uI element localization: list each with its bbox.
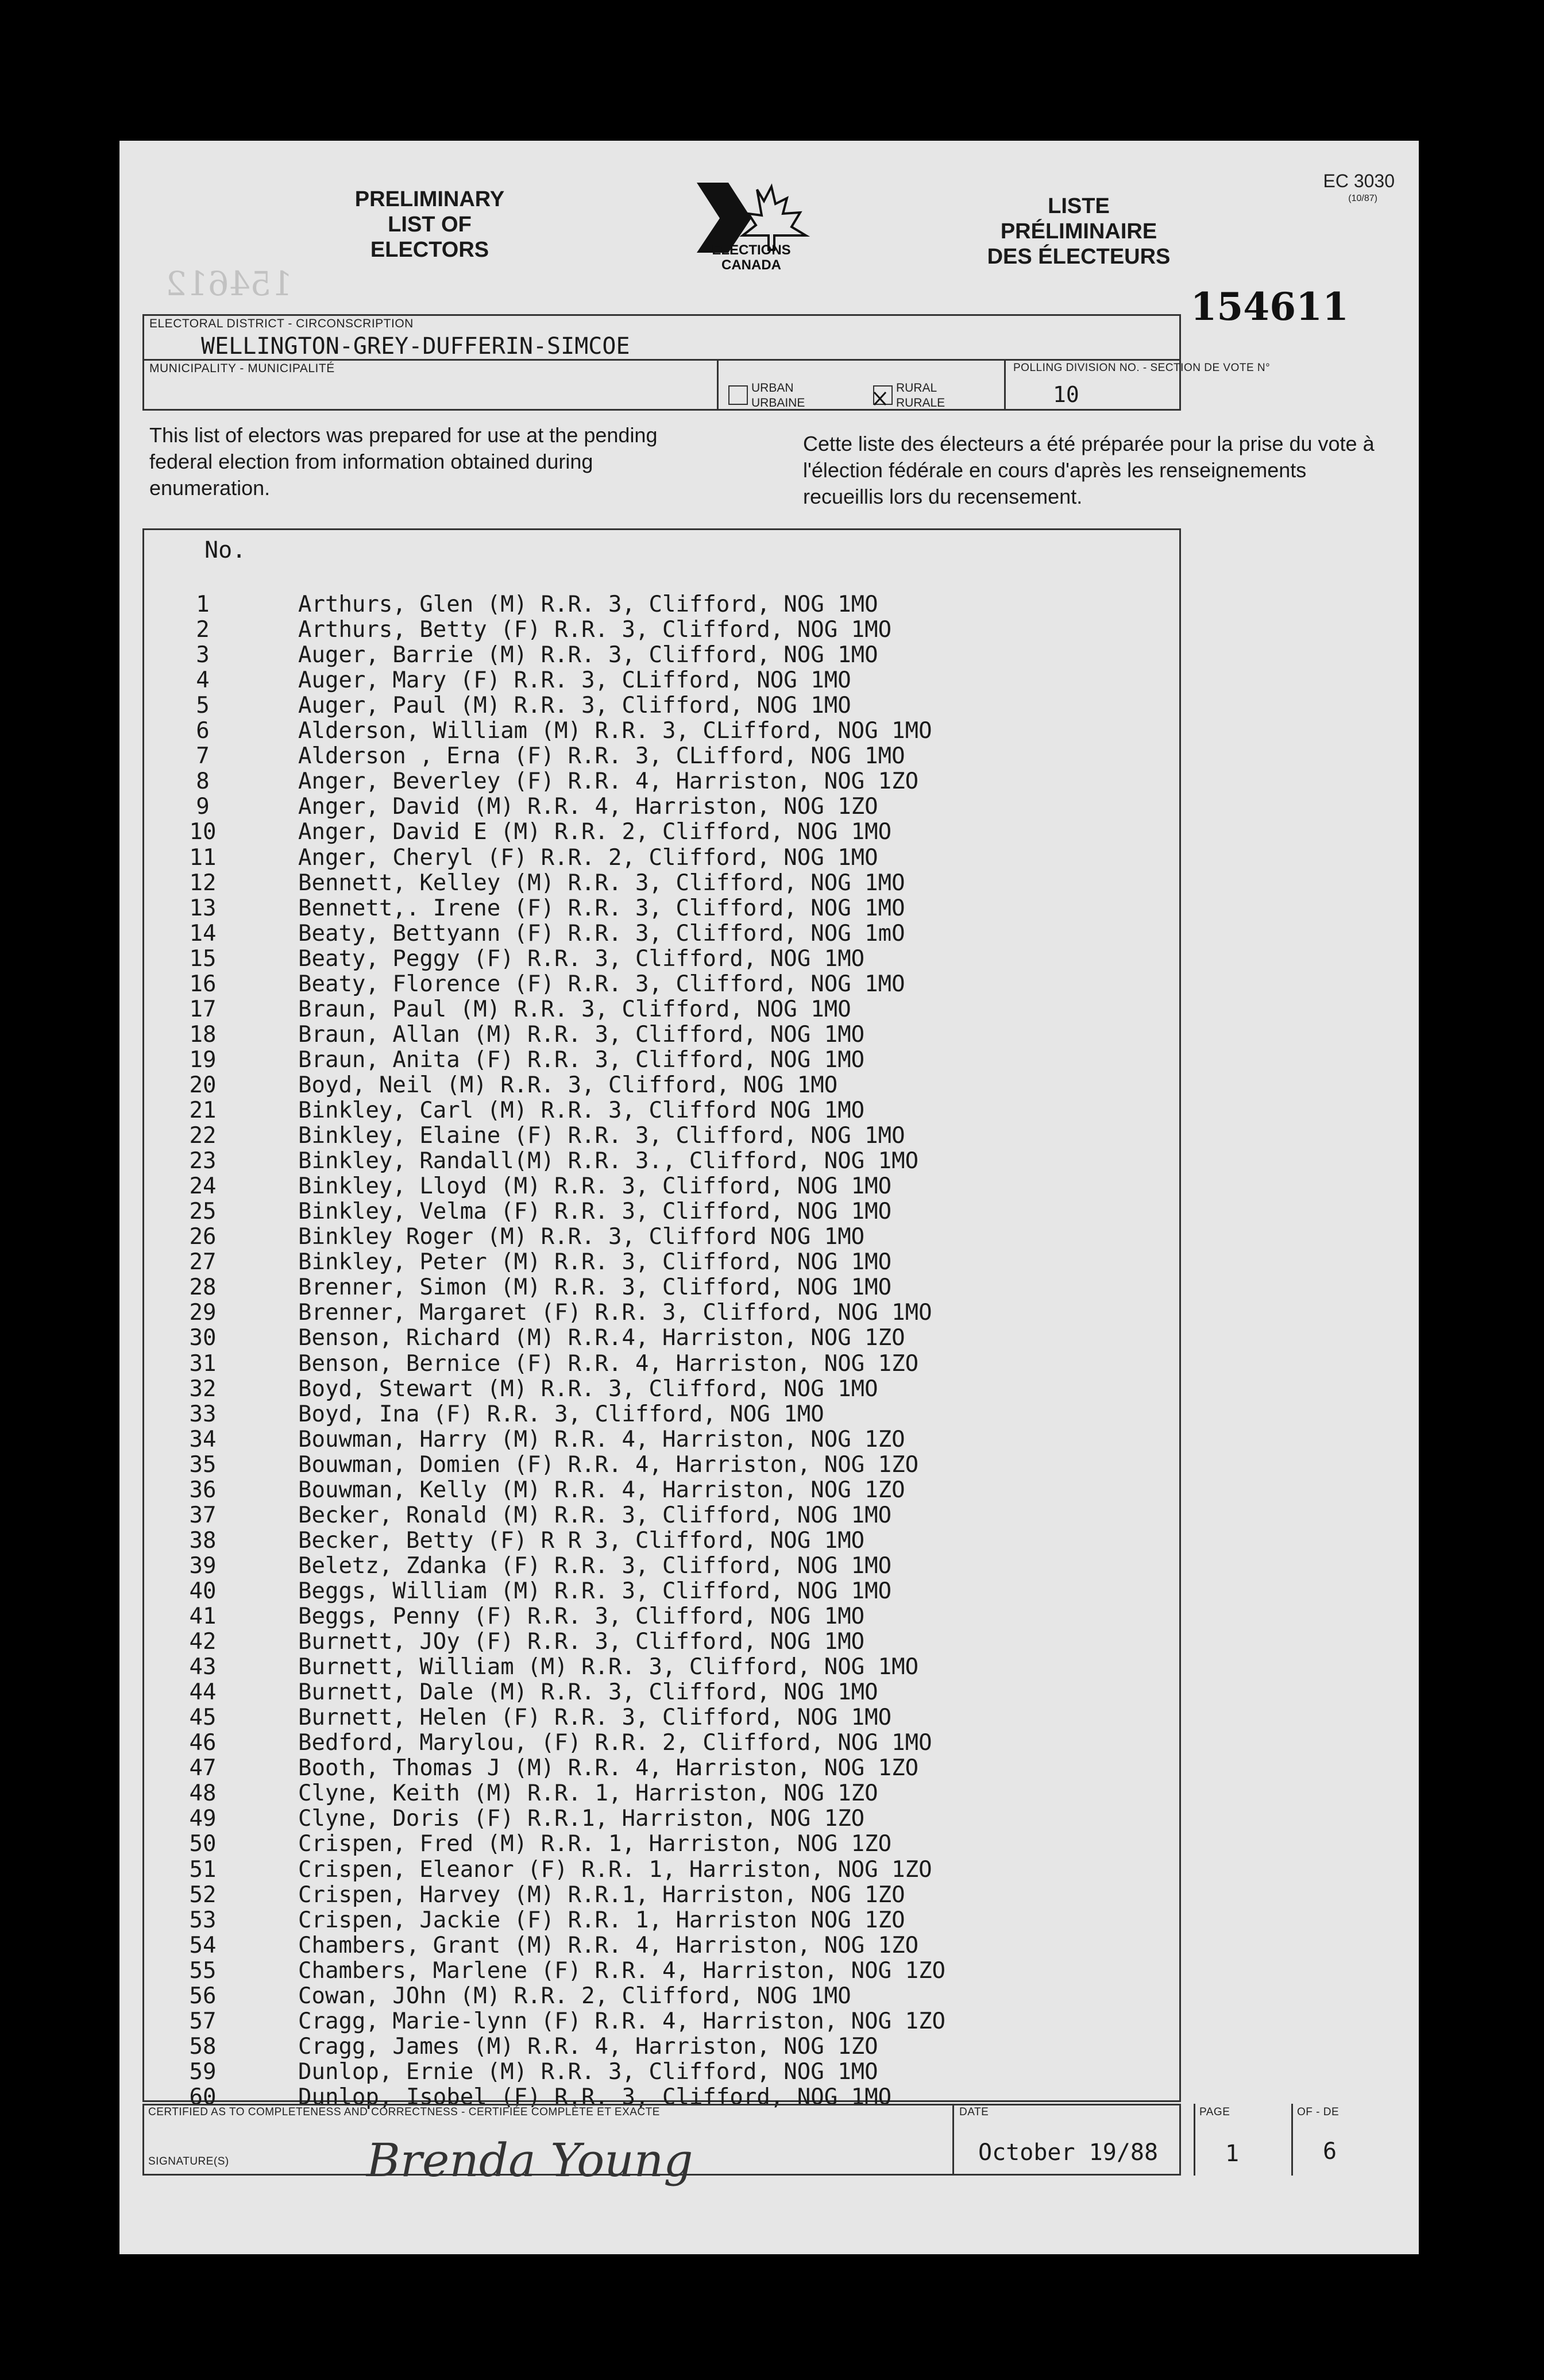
elector-entry: Braun, Paul (M) R.R. 3, Clifford, NOG 1MO [298,996,851,1022]
elector-number: 32 [189,1376,217,1402]
rural-label: RURAL RURALE [896,381,945,409]
elector-entry: Burnett, William (M) R.R. 3, Clifford, NOG 1MO [298,1654,919,1680]
elector-number: 55 [189,1957,217,1984]
elector-number: 1 [196,592,210,617]
elector-number: 33 [189,1401,217,1427]
elector-entry: Bouwman, Harry (M) R.R. 4, Harriston, NOG 1ZO [298,1426,905,1452]
elector-number: 53 [189,1907,217,1933]
elector-number: 28 [189,1274,217,1301]
date-value: October 19/88 [978,2139,1159,2166]
elector-entry: Benson, Bernice (F) R.R. 4, Harriston, NOG 1ZO [298,1350,919,1377]
elector-entry: Cowan, JOhn (M) R.R. 2, Clifford, NOG 1MO [298,1983,851,2009]
date-label: DATE [959,2106,989,2118]
elector-number: 22 [189,1123,217,1149]
elector-entry: Binkley, Elaine (F) R.R. 3, Clifford, NOG 1MO [298,1123,905,1149]
serial-number: 154611 [1190,284,1349,329]
elector-entry: Booth, Thomas J (M) R.R. 4, Harriston, NOG 1ZO [298,1755,919,1782]
elector-entry: Cragg, James (M) R.R. 4, Harriston, NOG 1ZO [298,2033,878,2060]
intro-english: This list of electors was prepared for use at the pending federal election from information obtained during enumeration. [149,423,658,500]
polling-divider [1004,359,1006,411]
elector-entry: Beletz, Zdanka (F) R.R. 3, Clifford, NOG 1MO [298,1552,892,1579]
elector-entry: Crispen, Jackie (F) R.R. 1, Harriston NOG 1ZO [298,1907,905,1933]
elector-entry: Crispen, Eleanor (F) R.R. 1, Harriston, NOG 1ZO [298,1856,932,1883]
elector-number: 60 [189,2084,217,2110]
elector-entry: Binkley, Lloyd (M) R.R. 3, Clifford, NOG 1MO [298,1173,892,1200]
elector-entry: Benson, Richard (M) R.R.4, Harriston, NOG 1ZO [298,1325,905,1351]
title-french: LISTE PRÉLIMINAIRE DES ÉLECTEURS [987,194,1171,269]
elector-entry: Boyd, Ina (F) R.R. 3, Clifford, NOG 1MO [298,1401,824,1427]
elector-number: 36 [189,1477,217,1503]
elector-entry: Bennett, Kelley (M) R.R. 3, Clifford, NOG 1MO [298,870,905,896]
elector-number: 14 [189,920,217,946]
elector-entry: Dunlop, Ernie (M) R.R. 3, Clifford, NOG 1MO [298,2058,878,2085]
elector-entry: Burnett, Helen (F) R.R. 3, Clifford, NOG 1MO [298,1705,892,1731]
elector-entry: Clyne, Keith (M) R.R. 1, Harriston, NOG 1ZO [298,1780,878,1807]
elector-number: 43 [189,1654,217,1680]
elector-number: 42 [189,1629,217,1655]
elector-entry: Arthurs, Betty (F) R.R. 3, Clifford, NOG 1MO [298,617,892,643]
elector-entry: Binkley, Velma (F) R.R. 3, Clifford, NOG 1MO [298,1199,892,1225]
elector-number: 38 [189,1527,217,1554]
elector-number: 40 [189,1578,217,1604]
elector-number: 59 [189,2058,217,2085]
elector-entry: Anger, Cheryl (F) R.R. 2, Clifford, NOG 1MO [298,844,878,871]
elector-entry: Beaty, Bettyann (F) R.R. 3, Clifford, NOG 1mO [298,920,905,946]
elector-number: 15 [189,945,217,972]
elector-number: 50 [189,1831,217,1857]
elector-number: 48 [189,1780,217,1807]
elector-number: 51 [189,1856,217,1883]
area-divider [717,359,719,411]
elector-number: 52 [189,1881,217,1908]
elector-entry: Bouwman, Domien (F) R.R. 4, Harriston, NOG 1ZO [298,1451,919,1478]
page-value: 1 [1225,2141,1240,2167]
elector-entry: Cragg, Marie-lynn (F) R.R. 4, Harriston, NOG 1ZO [298,2008,946,2034]
elector-number: 11 [189,844,217,871]
elector-number: 16 [189,971,217,997]
elector-entry: Braun, Anita (F) R.R. 3, Clifford, NOG 1MO [298,1046,865,1073]
elector-entry: Burnett, Dale (M) R.R. 3, Clifford, NOG 1MO [298,1679,878,1706]
form-date: (10/87) [1348,194,1377,203]
electoral-district-label: ELECTORAL DISTRICT - CIRCONSCRIPTION [149,317,414,330]
elector-number: 41 [189,1604,217,1629]
elector-number: 56 [189,1983,217,2009]
elector-entry: Crispen, Fred (M) R.R. 1, Harriston, NOG 1ZO [298,1831,892,1857]
elector-entry: Clyne, Doris (F) R.R.1, Harriston, NOG 1ZO [298,1806,865,1832]
elector-entry: Beggs, Penny (F) R.R. 3, Clifford, NOG 1MO [298,1604,865,1629]
elector-number: 26 [189,1224,217,1250]
elector-number: 10 [189,819,217,845]
title-english: PRELIMINARY LIST OF ELECTORS [354,187,505,262]
elector-entry: Binkley Roger (M) R.R. 3, Clifford NOG 1MO [298,1224,865,1250]
elector-number: 7 [196,743,210,770]
page-divider [1194,2104,1195,2176]
polling-division-value: 10 [1053,382,1079,407]
logo-text: ELECTIONS CANADA [712,242,791,273]
elector-number: 19 [189,1046,217,1073]
elector-entry: Bedford, Marylou, (F) R.R. 2, Clifford, NOG 1MO [298,1730,932,1756]
polling-division-label: POLLING DIVISION NO. - SECTION DE VOTE N° [1013,362,1271,374]
elector-entry: Alderson , Erna (F) R.R. 3, CLifford, NOG 1MO [298,743,905,770]
elector-entry: Alderson, William (M) R.R. 3, CLifford, NOG 1MO [298,718,932,744]
elector-entry: Boyd, Neil (M) R.R. 3, Clifford, NOG 1MO [298,1072,838,1098]
elector-number: 44 [189,1679,217,1706]
elector-number: 47 [189,1755,217,1782]
elector-number: 2 [196,617,210,643]
elector-number: 9 [196,794,210,820]
elector-entry: Burnett, JOy (F) R.R. 3, Clifford, NOG 1MO [298,1629,865,1655]
electoral-district-value: WELLINGTON-GREY-DUFFERIN-SIMCOE [201,333,630,360]
certified-label: CERTIFIED AS TO COMPLETENESS AND CORRECTNESS - CERTIFIÉE COMPLÈTE ET EXACTE [148,2106,660,2118]
elector-number: 58 [189,2033,217,2060]
elector-number: 34 [189,1426,217,1452]
elector-entry: Bennett,. Irene (F) R.R. 3, Clifford, NOG 1MO [298,895,905,921]
elector-entry: Beggs, William (M) R.R. 3, Clifford, NOG 1MO [298,1578,892,1604]
elector-entry: Anger, David (M) R.R. 4, Harriston, NOG 1ZO [298,794,878,820]
elector-number: 37 [189,1502,217,1528]
elector-number: 6 [196,718,210,744]
elector-number: 35 [189,1451,217,1478]
elector-entry: Chambers, Grant (M) R.R. 4, Harriston, NOG 1ZO [298,1932,919,1958]
elector-entry: Becker, Ronald (M) R.R. 3, Clifford, NOG 1MO [298,1502,892,1528]
elector-number: 21 [189,1098,217,1123]
elector-entry: Arthurs, Glen (M) R.R. 3, Clifford, NOG 1MO [298,592,878,617]
elector-number: 13 [189,895,217,921]
elector-entry: Chambers, Marlene (F) R.R. 4, Harriston, NOG 1ZO [298,1957,946,1984]
elector-number: 12 [189,870,217,896]
elector-number: 25 [189,1199,217,1225]
elector-entry: Beaty, Peggy (F) R.R. 3, Clifford, NOG 1MO [298,945,865,972]
elector-entry: Anger, David E (M) R.R. 2, Clifford, NOG 1MO [298,819,892,845]
elector-entry: Binkley, Randall(M) R.R. 3., Clifford, NOG 1MO [298,1148,919,1174]
intro-french: Cette liste des électeurs a été préparée pour la prise du vote à l'élection fédérale en cours d'après les renseignements recueillis lors du recensement. [803,432,1375,508]
rural-checkbox[interactable] [873,385,893,405]
background-stamp-number: 154612 [165,264,293,303]
elector-number: 18 [189,1021,217,1048]
checkmark-icon [872,389,889,406]
elector-number: 45 [189,1705,217,1731]
page-label: PAGE [1199,2106,1230,2118]
elector-number: 31 [189,1350,217,1377]
of-label: OF - DE [1297,2106,1340,2118]
urban-checkbox[interactable] [728,385,748,405]
municipality-label: MUNICIPALITY - MUNICIPALITÉ [149,362,335,375]
elector-number: 46 [189,1730,217,1756]
elector-number: 4 [196,667,210,694]
elector-number: 39 [189,1552,217,1579]
elector-number: 30 [189,1325,217,1351]
urban-label: URBAN URBAINE [751,381,805,409]
elector-number: 57 [189,2008,217,2034]
signature-image: Brenda Young [366,2134,693,2187]
elector-entry: Beaty, Florence (F) R.R. 3, Clifford, NOG 1MO [298,971,905,997]
signature-label: SIGNATURE(S) [148,2155,229,2168]
document-page [119,141,1419,2254]
elector-number: 5 [196,693,210,719]
elector-entry: Brenner, Margaret (F) R.R. 3, Clifford, NOG 1MO [298,1300,932,1326]
elector-entry: Auger, Paul (M) R.R. 3, Clifford, NOG 1MO [298,693,851,719]
elector-entry: Auger, Barrie (M) R.R. 3, Clifford, NOG 1MO [298,642,878,669]
elector-number: 29 [189,1300,217,1326]
elector-entry: Binkley, Carl (M) R.R. 3, Clifford NOG 1MO [298,1098,865,1123]
elector-entry: Anger, Beverley (F) R.R. 4, Harriston, NOG 1ZO [298,768,919,795]
elector-number: 54 [189,1932,217,1958]
elector-entry: Auger, Mary (F) R.R. 3, CLifford, NOG 1MO [298,667,851,694]
elector-number: 20 [189,1072,217,1098]
date-divider [952,2104,954,2176]
of-value: 6 [1323,2138,1337,2165]
elector-entry: Bouwman, Kelly (M) R.R. 4, Harriston, NOG 1ZO [298,1477,905,1503]
elector-number: 49 [189,1806,217,1832]
elector-number: 24 [189,1173,217,1200]
elector-number: 27 [189,1249,217,1276]
form-code: EC 3030 [1323,171,1395,191]
elector-entry: Becker, Betty (F) R R 3, Clifford, NOG 1MO [298,1527,865,1554]
elector-entry: Binkley, Peter (M) R.R. 3, Clifford, NOG 1MO [298,1249,892,1276]
elector-entry: Boyd, Stewart (M) R.R. 3, Clifford, NOG 1MO [298,1376,878,1402]
elector-entry: Braun, Allan (M) R.R. 3, Clifford, NOG 1MO [298,1021,865,1048]
of-divider [1291,2104,1293,2176]
elector-entry: Dunlop, Isobel (F) R.R. 3, Clifford, NOG 1MO [298,2084,892,2110]
list-number-header: No. [204,537,246,563]
elector-number: 17 [189,996,217,1022]
elector-number: 23 [189,1148,217,1174]
elector-entry: Crispen, Harvey (M) R.R.1, Harriston, NOG 1ZO [298,1881,905,1908]
elector-entry: Brenner, Simon (M) R.R. 3, Clifford, NOG 1MO [298,1274,892,1301]
elector-number: 8 [196,768,210,795]
elector-number: 3 [196,642,210,669]
